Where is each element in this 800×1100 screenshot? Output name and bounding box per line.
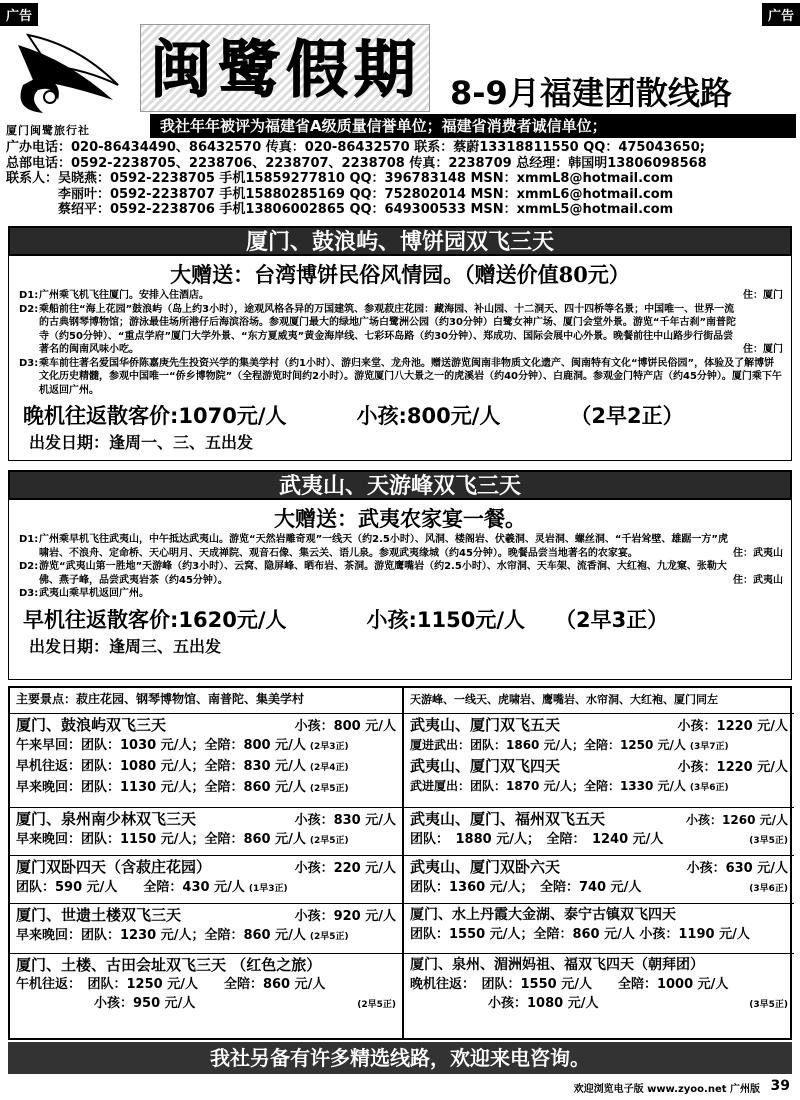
adult-price: 早机往返散客价:1620元/人 <box>23 607 287 632</box>
agency-name: 厦门闽鹭旅行社 <box>6 124 90 137</box>
left-sights: 主要景点：菽庄花园、钢琴博物馆、南普陀、集美学村 <box>10 688 402 714</box>
honor-banner: 我社年年被评为福建省A级质量信誉单位；福建省消费者诚信单位； <box>150 114 796 138</box>
route-block: 厦门、泉州、湄洲妈祖、福双飞四天（朝拜团） 晚机往返： 团队：1550 元/人 全陪：1000 元/人 小孩：1080 元/人 (3早5正) <box>410 957 788 1011</box>
section1-depart: 出发日期：逢周一、三、五出发 <box>29 433 254 452</box>
contact-info <box>6 140 707 218</box>
contact-line: 联系人：吴晓燕：0592-2238705 手机15859277810 QQ：396783148 MSN：xmmL8@hotmail.com <box>6 171 674 186</box>
route-block: 武夷山、厦门、福州双飞五天 小孩：1260 元/人 团队： 1880 元/人； 全陪： 1240 元/人 (3早5正) <box>404 808 794 856</box>
right-column <box>402 688 794 1038</box>
section2-price-row <box>9 604 791 634</box>
footer-banner: 我社另备有许多精选线路，欢迎来电咨询。 <box>8 1042 792 1074</box>
page-subtitle: 8-9月福建团散线路 <box>450 74 732 112</box>
ad-label-right: 广告 <box>762 3 800 26</box>
route-block: 厦门、世遗土楼双飞三天 小孩：920 元/人 早来晚回：团队：1230 元/人；全陪：860 元/人 (2早5正) <box>10 904 402 954</box>
section1-itinerary <box>9 289 791 397</box>
section1-gift: 大赠送：台湾博饼民俗风情园。（赠送价值80元） <box>170 262 630 287</box>
itinerary-day: D2: 乘船前往“海上花园”鼓浪屿（岛上约3小时），途观风格各异的万国建筑、参观菽庄花园：藏海园、补山园、十二洞天、四十四桥等名景；中国唯一、世界一流的古典钢琴博物馆；游泳最佳场所港仔后海滨浴场。参观厦门最大的绿地广场白鹭洲公园（约30分钟）白鹭女神广场、厦门会堂外景。游览“千年古刹”南普陀寺（约50分钟）、“重点学府”厦门大学外景、“东方夏威夷”黄金海岸线、七彩环岛路（约30分钟）、郑成功、国际会展中心外景。晚餐前往中山路步行街品尝著名的闽南风味小吃。 住：厦门 <box>19 303 783 355</box>
right-sights: 天游峰、一线天、虎啸岩、鹰嘴岩、水帘洞、大红袍、厦门同左 <box>404 688 794 714</box>
route-block: 武夷山、厦门双卧六天 小孩：630 元/人 团队：1360 元/人； 全陪：740 元/人 (3早6正) <box>404 856 794 904</box>
section1-price-row <box>9 400 791 430</box>
itinerary-day: D1: 广州乘早机飞往武夷山，中午抵达武夷山。游览“天然岩雕奇观”一线天（约2.5小时）、风洞、楼阁岩、伏羲洞、灵岩洞、螺丝洞、“千岩耸壁、雄踞一方”虎啸岩、不浪舟、定命桥、天心明月、天成禅院、观音石像、集云关、语儿泉。参观武夷缘城（约45分钟）。晚餐品尝当地著名的农家宴。 住：武夷山 <box>19 534 783 559</box>
child-price: 小孩:1150元/人 <box>366 607 526 632</box>
itinerary-day: D3: 乘车前往著名爱国华侨陈嘉庚先生投资兴学的集美学村（约1小时）、游归来堂、龙舟池。赠送游览闽南非物质文化遗产、闽南特有文化“博饼民俗园”，体验及了解博饼文化历史精髓，参观中国唯一“侨乡博物院”（全程游览时间约2小时）。游览厦门八大景之一的虎溪岩（约40分钟）、白鹿洞。参观金门特产店（约45分钟）。厦门乘下午机返回广州。 <box>19 357 782 396</box>
route-block: 武夷山、厦门双飞五天 小孩：1220 元/人 厦进武出：团队：1860 元/人；全陪：1250 元/人 (3早7正) 武夷山、厦门双飞四天 小孩：1220 元/人 武进厦出：团队：1870 元/人；全陪：1330 元/人 (3早6正) <box>404 714 794 808</box>
section2-title: 武夷山、天游峰双飞三天 <box>8 470 792 500</box>
route-block: 厦门、鼓浪屿双飞三天 小孩：800 元/人 午来早回：团队：1030 元/人；全陪：800 元/人 (2早3正) 早机往返：团队：1080 元/人；全陪：830 元/人 (2早4正) 早来晚回：团队：1130 元/人；全陪：860 元/人 (2早5正) <box>10 714 402 808</box>
adult-price: 晚机往返散客价:1070元/人 <box>23 404 287 428</box>
contact-line: 总部电话：0592-2238705、2238706、2238707、2238708 传真：2238709 总经理：韩国明13806098568 <box>6 155 707 171</box>
itinerary-day: D1: 广州乘飞机飞往厦门。安排入住酒店。 住：厦门 <box>19 290 783 301</box>
itinerary-day: D3: 武夷山乘早机返回广州。 <box>19 588 149 599</box>
contact-line: 广办电话：020-86434490、86432570 传真：020-86432570 联系：蔡蔚13318811550 QQ：475043650; <box>6 140 705 155</box>
brand-title: 闽鹭假期 <box>150 33 423 106</box>
contact-line: 李丽叶：0592-2238707 手机15880285169 QQ：752802014 MSN：xmmL6@hotmail.com <box>6 186 674 202</box>
route-block: 厦门、土楼、古田会址双飞三天 （红色之旅） 午机往返： 团队：1250 元/人 全陪：860 元/人 小孩：950 元/人 (2早5正) <box>16 956 396 1011</box>
left-column <box>10 688 402 1038</box>
price-grid <box>8 686 792 1040</box>
footer-note: 欢迎浏览电子版 www.zyoo.net 广州版 <box>573 1084 760 1095</box>
section2-gift: 大赠送：武夷农家宴一餐。 <box>274 506 526 531</box>
page-number: 39 <box>770 1078 790 1094</box>
contact-line: 蔡绍平：0592-2238706 手机13806002865 QQ：649300533 MSN：xmmL5@hotmail.com <box>6 202 674 217</box>
section2-depart: 出发日期：逢周三、五出发 <box>29 636 222 656</box>
meals-info: （2早3正） <box>555 607 669 632</box>
egret-logo-icon <box>8 25 138 120</box>
section1-title: 厦门、鼓浪屿、博饼园双飞三天 <box>8 226 792 256</box>
route-block: 厦门、水上丹霞大金湖、泰宁古镇双飞四天 团队：1550 元/人；全陪：860 元/人 小孩：1190 元/人 <box>404 904 794 954</box>
section2-itinerary <box>9 533 791 601</box>
route-block: 厦门、泉州南少林双飞三天 小孩：830 元/人 早来晚回：团队：1150 元/人；全陪：860 元/人 (2早5正) <box>10 808 402 856</box>
itinerary-day: D2: 游览“武夷山第一胜地”天游峰（约3小时）、云窝、隐屏峰、晒布岩、茶洞。游览鹰嘴岩（约2.5小时）、水帘洞、天车架、流香涧、大红袍、九龙窠、张勒大佛、燕子峰，品尝武夷岩茶（约45分钟）。 住：武夷山 <box>19 561 783 586</box>
child-price: 小孩:800元/人 <box>356 404 501 428</box>
section1-body <box>8 256 792 461</box>
ad-label-left: 广告 <box>0 3 38 26</box>
meals-info: （2早2正） <box>570 404 684 428</box>
section2-body <box>8 500 792 680</box>
route-block: 厦门双卧四天（含菽庄花园） 小孩：220 元/人 团队：590 元/人 全陪：430 元/人 (1早3正) <box>10 856 402 904</box>
